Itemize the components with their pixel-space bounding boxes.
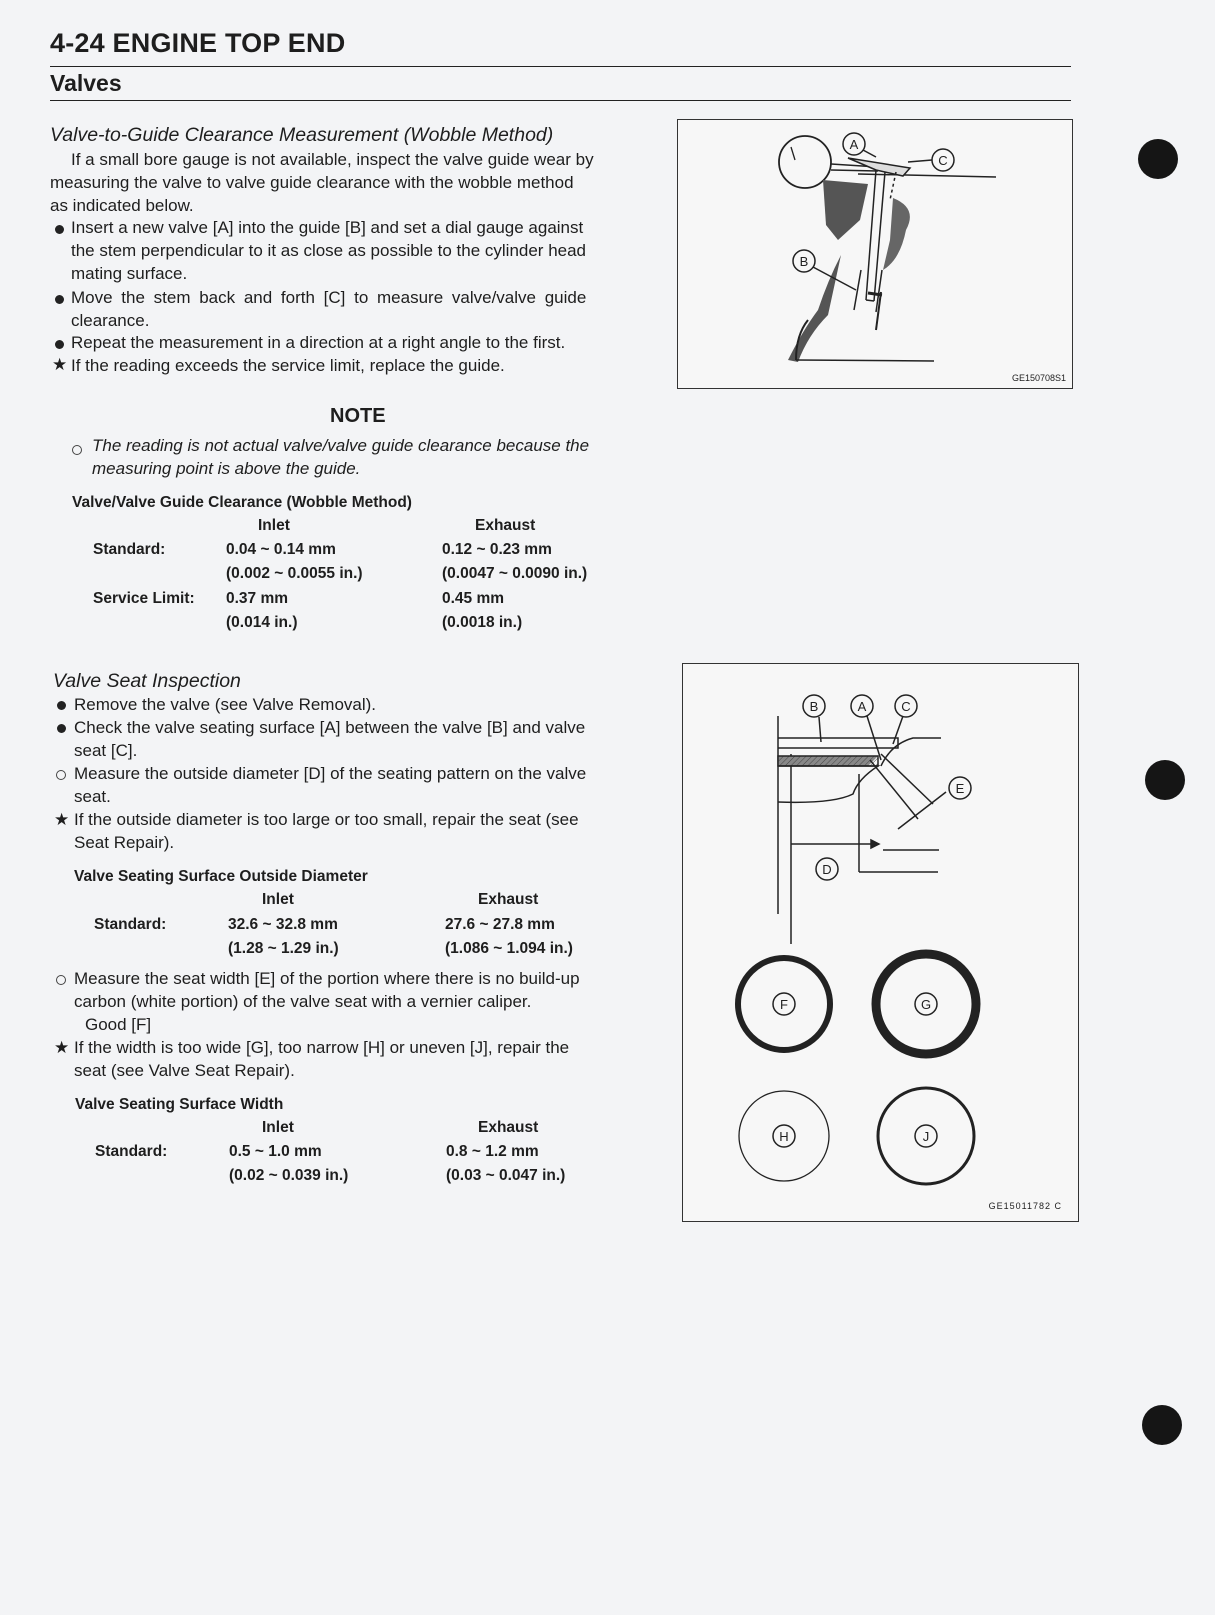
width-exhaust: 0.8 ~ 1.2 mm (446, 1143, 539, 1160)
width-result-line-2: seat (see Valve Seat Repair). (74, 1061, 295, 1080)
bullet-dot-icon (57, 701, 66, 710)
label-h: H (779, 1129, 789, 1144)
label-j: J (922, 1129, 930, 1144)
seat-step-2-line-2: seat [C]. (74, 741, 138, 760)
row-label-standard: Standard: (95, 1143, 168, 1160)
intro-line-2: measuring the valve to valve guide clearance with the wobble method (50, 173, 574, 192)
punch-hole (1142, 1405, 1182, 1445)
spec3-title: Valve Seating Surface Width (75, 1096, 284, 1113)
label-f: F (780, 997, 788, 1012)
std-exhaust: 0.12 ~ 0.23 mm (442, 541, 552, 558)
star-icon: ★ (54, 810, 70, 829)
seat-step-2-line-1: Check the valve seating surface [A] between the valve [B] and valve (74, 718, 586, 737)
star-icon: ★ (54, 1038, 70, 1057)
seat-step-3-line-2: seat. (74, 787, 111, 806)
intro-line-1: If a small bore gauge is not available, inspect the valve guide wear by (71, 150, 594, 169)
punch-hole (1138, 139, 1178, 179)
hollow-bullet-icon (56, 770, 66, 780)
punch-hole (1145, 760, 1185, 800)
seat-result-1-line-2: Seat Repair). (74, 833, 175, 852)
std-inlet: 0.04 ~ 0.14 mm (226, 541, 336, 558)
label-d: D (822, 862, 832, 877)
col-inlet: Inlet (262, 891, 294, 908)
seat-result-1-line-1: If the outside diameter is too large or too small, repair the seat (see (74, 810, 579, 829)
od-inlet: 32.6 ~ 32.8 mm (228, 916, 338, 933)
label-c: C (938, 153, 948, 168)
bullet-dot-icon (55, 295, 64, 304)
col-exhaust: Exhaust (475, 517, 536, 534)
label-g: G (920, 997, 932, 1012)
label-a: A (849, 137, 859, 152)
step-1-line-3: mating surface. (71, 264, 188, 283)
result-1: If the reading exceeds the service limit, replace the guide. (71, 356, 505, 375)
spec-title: Valve/Valve Guide Clearance (Wobble Method) (72, 494, 412, 511)
good-label: Good [F] (85, 1015, 152, 1034)
step-2-line-2: clearance. (71, 311, 150, 330)
section2-title: Valve Seat Inspection (53, 670, 241, 692)
col-exhaust: Exhaust (478, 891, 539, 908)
note-line-2: measuring point is above the guide. (92, 459, 361, 478)
figure-id: GE150708S1 (1011, 373, 1066, 383)
spec2-title: Valve Seating Surface Outside Diameter (74, 868, 368, 885)
limit-exhaust: 0.45 mm (442, 590, 505, 607)
label-e: E (955, 781, 965, 796)
limit-exhaust-in: (0.0018 in.) (442, 614, 523, 631)
bullet-dot-icon (55, 340, 64, 349)
od-inlet-in: (1.28 ~ 1.29 in.) (228, 940, 339, 957)
std-inlet-in: (0.002 ~ 0.0055 in.) (226, 565, 363, 582)
width-step-line-2: carbon (white portion) of the valve seat with a vernier caliper. (74, 992, 532, 1011)
col-exhaust: Exhaust (478, 1119, 539, 1136)
col-inlet: Inlet (262, 1119, 294, 1136)
od-exhaust-in: (1.086 ~ 1.094 in.) (445, 940, 573, 957)
figure-id: GE15011782 C (988, 1201, 1062, 1211)
row-label-standard: Standard: (93, 541, 166, 558)
label-a: A (857, 699, 867, 714)
note-heading: NOTE (330, 405, 386, 427)
hollow-bullet-icon (56, 975, 66, 985)
step-2-line-1: Move the stem back and forth [C] to measure valve/valve guide (71, 288, 587, 307)
intro-line-3: as indicated below. (50, 196, 194, 215)
star-icon: ★ (52, 355, 68, 374)
od-exhaust: 27.6 ~ 27.8 mm (445, 916, 555, 933)
width-step-line-1: Measure the seat width [E] of the portion where there is no build-up (74, 969, 580, 988)
subheader-rule (50, 100, 1071, 101)
width-exhaust-in: (0.03 ~ 0.047 in.) (446, 1167, 566, 1184)
step-3: Repeat the measurement in a direction at a right angle to the first. (71, 333, 566, 352)
bullet-dot-icon (55, 225, 64, 234)
row-label-service-limit: Service Limit: (93, 590, 195, 607)
step-1-line-1: Insert a new valve [A] into the guide [B] and set a dial gauge against (71, 218, 584, 237)
seat-step-1: Remove the valve (see Valve Removal). (74, 695, 377, 714)
hollow-bullet-icon (72, 445, 82, 455)
label-b: B (799, 254, 809, 269)
label-c: C (901, 699, 911, 714)
row-label-standard: Standard: (94, 916, 167, 933)
seat-step-3-line-1: Measure the outside diameter [D] of the seating pattern on the valve (74, 764, 587, 783)
figure-valve-seat (682, 663, 1079, 1222)
width-inlet: 0.5 ~ 1.0 mm (229, 1143, 322, 1160)
header-rule (50, 66, 1071, 67)
width-inlet-in: (0.02 ~ 0.039 in.) (229, 1167, 349, 1184)
col-inlet: Inlet (258, 517, 290, 534)
figure-wobble-method (677, 119, 1073, 389)
limit-inlet: 0.37 mm (226, 590, 289, 607)
section-heading: Valves (50, 70, 122, 96)
width-result-line-1: If the width is too wide [G], too narrow [H] or uneven [J], repair the (74, 1038, 570, 1057)
step-1-line-2: the stem perpendicular to it as close as possible to the cylinder head (71, 241, 587, 260)
page-title: 4-24 ENGINE TOP END (50, 28, 346, 58)
valve-seat-diagram (683, 664, 1078, 1221)
wobble-method-diagram (678, 120, 1072, 388)
section1-title: Valve-to-Guide Clearance Measurement (Wobble Method) (50, 124, 554, 146)
bullet-dot-icon (57, 724, 66, 733)
note-line-1: The reading is not actual valve/valve guide clearance because the (92, 436, 590, 455)
label-b: B (809, 699, 819, 714)
std-exhaust-in: (0.0047 ~ 0.0090 in.) (442, 565, 588, 582)
limit-inlet-in: (0.014 in.) (226, 614, 298, 631)
